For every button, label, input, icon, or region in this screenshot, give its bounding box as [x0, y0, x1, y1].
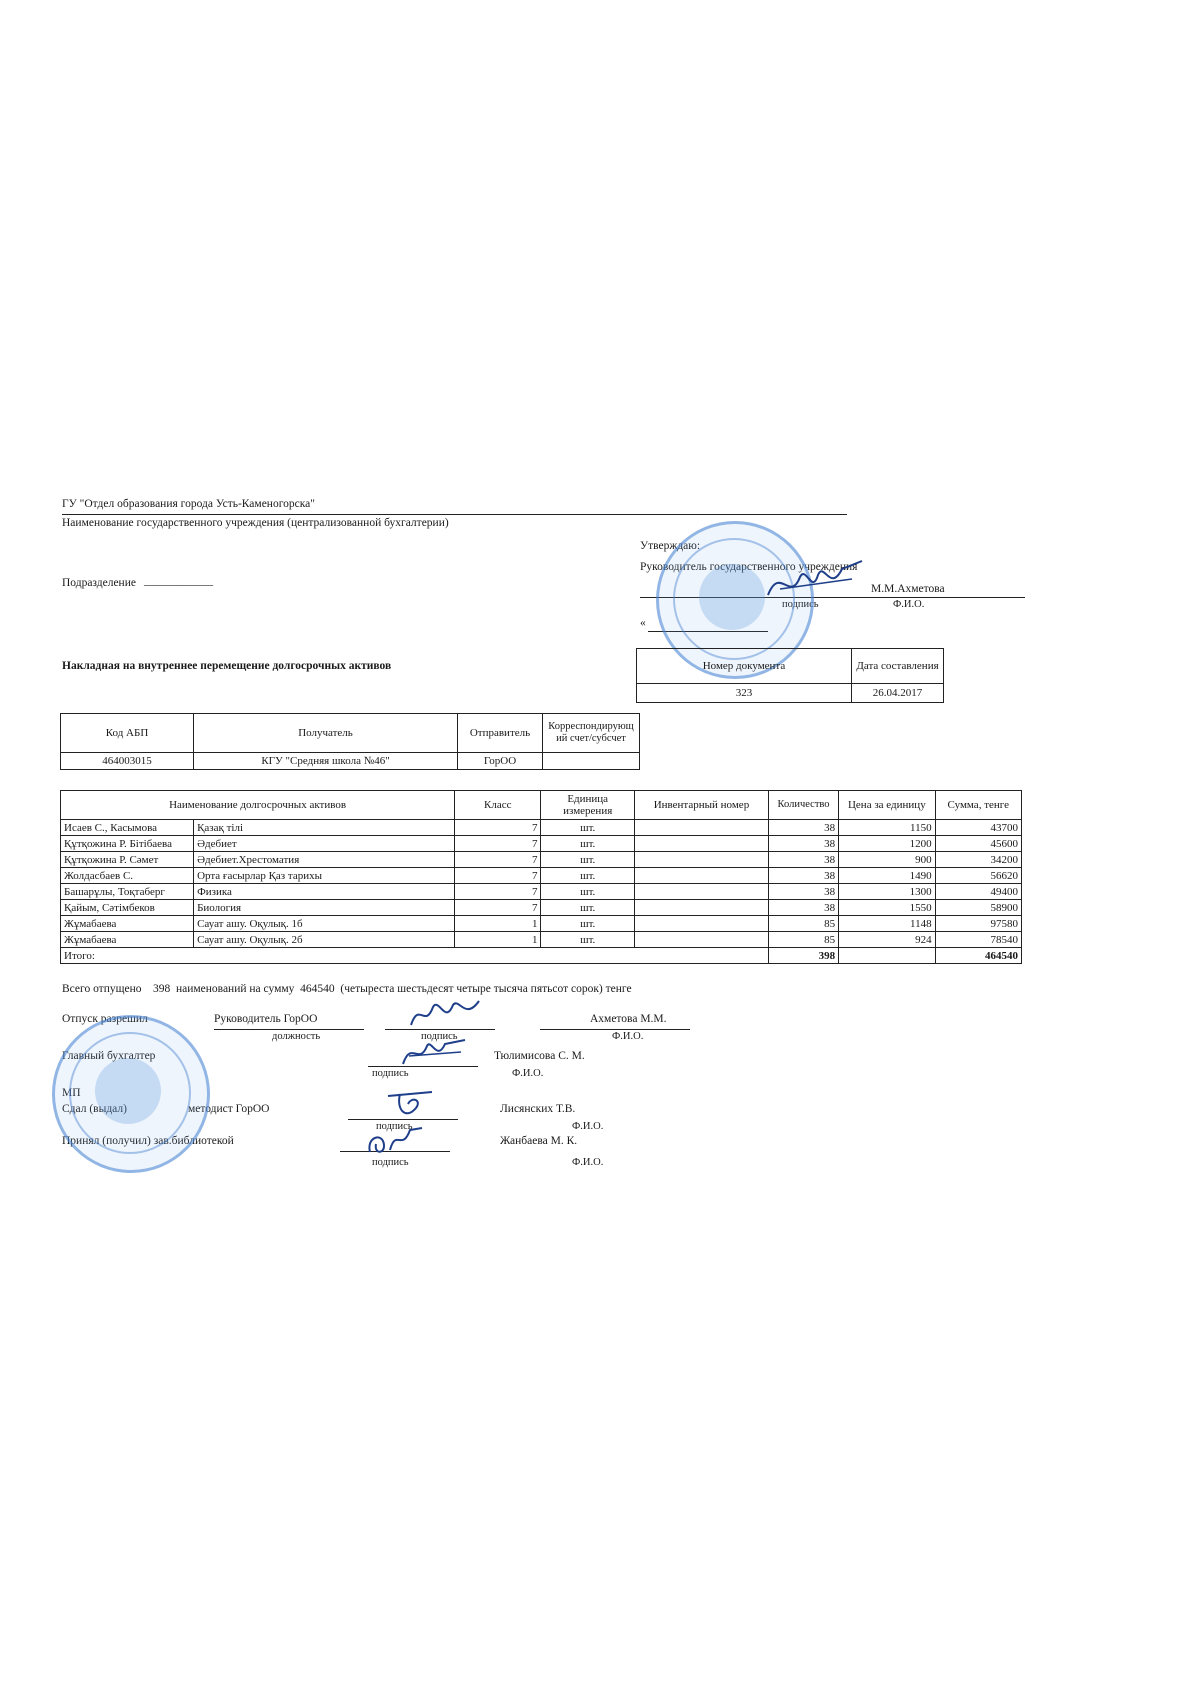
org-name: ГУ "Отдел образования города Усть-Каменогорска" [62, 498, 315, 510]
asset-inventory [634, 852, 768, 868]
asset-author: Құтқожина Р. Сәмет [61, 852, 194, 868]
issued-sign-caption: подпись [376, 1121, 413, 1132]
asset-class: 7 [455, 852, 541, 868]
received-name: Жанбаева М. К. [500, 1135, 578, 1147]
release-position-line [214, 1029, 364, 1030]
signature-received [362, 1122, 432, 1162]
release-fio-caption: Ф.И.О. [612, 1031, 644, 1042]
approve-label: Утверждаю: [640, 540, 701, 552]
asset-price: 1490 [839, 868, 936, 884]
asset-price: 924 [839, 932, 936, 948]
asset-unit: шт. [541, 900, 634, 916]
doc-number-table [636, 648, 944, 703]
asset-title: Физика [194, 884, 455, 900]
assets-price-header: Цена за единицу [839, 791, 936, 820]
asset-unit: шт. [541, 836, 634, 852]
assets-class-header: Класс [455, 791, 541, 820]
received-label: Принял (получил) зав.библиотекой [62, 1135, 234, 1147]
issued-fio-caption: Ф.И.О. [572, 1121, 604, 1132]
accountant-label: Главный бухгалтер [62, 1050, 156, 1062]
asset-title: Биология [194, 900, 455, 916]
abp-recipient-header: Получатель [194, 714, 458, 753]
asset-author: Құтқожина Р. Бітібаева [61, 836, 194, 852]
doc-date-header: Дата составления [852, 649, 944, 684]
asset-sum: 97580 [935, 916, 1021, 932]
release-sign-caption: подпись [421, 1031, 458, 1042]
asset-qty: 85 [769, 916, 839, 932]
asset-inventory [634, 900, 768, 916]
asset-qty: 38 [769, 900, 839, 916]
accountant-sign-caption: подпись [372, 1068, 409, 1079]
issued-name: Лисянских Т.В. [500, 1103, 576, 1115]
org-underline [62, 514, 847, 515]
asset-class: 7 [455, 868, 541, 884]
asset-row [61, 932, 1022, 948]
asset-qty: 85 [769, 932, 839, 948]
assets-table [60, 790, 1022, 964]
official-stamp-bottom [52, 1015, 210, 1173]
abp-account [543, 753, 640, 770]
asset-qty: 38 [769, 852, 839, 868]
assets-sum-header: Сумма, тенге [935, 791, 1021, 820]
abp-account-header: Корреспондирующий счет/субсчет [543, 714, 640, 753]
asset-price: 1550 [839, 900, 936, 916]
approve-head-title: Руководитель государственного учреждения [640, 561, 858, 573]
asset-class: 7 [455, 884, 541, 900]
asset-price: 1200 [839, 836, 936, 852]
asset-row [61, 852, 1022, 868]
asset-qty: 38 [769, 884, 839, 900]
doc-number: 323 [637, 684, 852, 703]
asset-title: Орта ғасырлар Қаз тарихы [194, 868, 455, 884]
assets-unit-header: Единица измерения [541, 791, 634, 820]
release-name-line [540, 1029, 690, 1030]
release-position-caption: должность [272, 1031, 321, 1042]
asset-sum: 56620 [935, 868, 1021, 884]
asset-class: 7 [455, 820, 541, 836]
asset-row [61, 884, 1022, 900]
signature-accountant [395, 1032, 475, 1072]
signature-approver [760, 555, 870, 615]
received-fio-caption: Ф.И.О. [572, 1157, 604, 1168]
assets-total-price [839, 948, 936, 964]
abp-code-header: Код АБП [61, 714, 194, 753]
received-sign-caption: подпись [372, 1157, 409, 1168]
assets-qty-header: Количество [769, 791, 839, 820]
asset-sum: 49400 [935, 884, 1021, 900]
asset-inventory [634, 820, 768, 836]
issued-position: методист ГорОО [188, 1103, 270, 1115]
asset-sum: 58900 [935, 900, 1021, 916]
asset-unit: шт. [541, 852, 634, 868]
assets-inventory-header: Инвентарный номер [634, 791, 768, 820]
asset-inventory [634, 916, 768, 932]
signature-release [405, 995, 485, 1035]
issued-label: Сдал (выдал) [62, 1103, 127, 1115]
asset-title: Сауат ашу. Оқулық. 2б [194, 932, 455, 948]
asset-sum: 43700 [935, 820, 1021, 836]
asset-class: 1 [455, 916, 541, 932]
asset-unit: шт. [541, 916, 634, 932]
mp-label: МП [62, 1087, 81, 1099]
asset-author: Жолдасбаев С. [61, 868, 194, 884]
asset-qty: 38 [769, 820, 839, 836]
doc-date: 26.04.2017 [852, 684, 944, 703]
asset-title: Қазақ тілі [194, 820, 455, 836]
accountant-fio-caption: Ф.И.О. [512, 1068, 544, 1079]
asset-inventory [634, 868, 768, 884]
asset-author: Қайым, Сәтімбеков [61, 900, 194, 916]
asset-title: Әдебиет.Хрестоматия [194, 852, 455, 868]
approve-date-quote: « [640, 617, 646, 629]
assets-total-label: Итого: [61, 948, 769, 964]
summary-line: Всего отпущено 398 наименований на сумму 464540 (четыреста шестьдесят четыре тысяча пятьсот сорок) тенге [62, 983, 632, 995]
asset-author: Жұмабаева [61, 932, 194, 948]
asset-price: 1300 [839, 884, 936, 900]
assets-total-sum: 464540 [935, 948, 1021, 964]
asset-sum: 78540 [935, 932, 1021, 948]
asset-unit: шт. [541, 932, 634, 948]
asset-row [61, 900, 1022, 916]
asset-price: 900 [839, 852, 936, 868]
asset-unit: шт. [541, 868, 634, 884]
accountant-name: Тюлимисова С. М. [494, 1050, 585, 1062]
assets-name-header: Наименование долгосрочных активов [61, 791, 455, 820]
abp-code: 464003015 [61, 753, 194, 770]
asset-row [61, 916, 1022, 932]
abp-sender: ГорОО [458, 753, 543, 770]
release-name: Ахметова М.М. [590, 1013, 667, 1025]
asset-class: 1 [455, 932, 541, 948]
asset-inventory [634, 836, 768, 852]
asset-price: 1150 [839, 820, 936, 836]
asset-row [61, 868, 1022, 884]
asset-title: Әдебиет [194, 836, 455, 852]
approve-name: М.М.Ахметова [871, 583, 945, 595]
signature-issued [382, 1086, 442, 1126]
assets-total-qty: 398 [769, 948, 839, 964]
abp-sender-header: Отправитель [458, 714, 543, 753]
approve-fio-caption: Ф.И.О. [893, 599, 925, 610]
asset-row [61, 836, 1022, 852]
asset-author: Жұмабаева [61, 916, 194, 932]
doc-number-header: Номер документа [637, 649, 852, 684]
asset-sum: 34200 [935, 852, 1021, 868]
asset-qty: 38 [769, 868, 839, 884]
asset-unit: шт. [541, 884, 634, 900]
release-position: Руководитель ГорОО [214, 1013, 318, 1025]
subdivision-value: ____________ [144, 575, 213, 587]
approve-sign-caption: подпись [782, 599, 819, 610]
abp-table [60, 713, 640, 770]
asset-sum: 45600 [935, 836, 1021, 852]
asset-inventory [634, 884, 768, 900]
asset-class: 7 [455, 900, 541, 916]
asset-author: Исаев С., Касымова [61, 820, 194, 836]
asset-author: Башарұлы, Тоқтаберг [61, 884, 194, 900]
subdivision-label: Подразделение [62, 577, 136, 589]
asset-class: 7 [455, 836, 541, 852]
asset-title: Сауат ашу. Оқулық. 1б [194, 916, 455, 932]
abp-recipient: КГУ "Средняя школа №46" [194, 753, 458, 770]
asset-inventory [634, 932, 768, 948]
asset-row [61, 820, 1022, 836]
asset-qty: 38 [769, 836, 839, 852]
asset-price: 1148 [839, 916, 936, 932]
doc-title: Накладная на внутреннее перемещение долгосрочных активов [62, 660, 392, 672]
release-label: Отпуск разрешил [62, 1013, 148, 1025]
org-caption: Наименование государственного учреждения (централизованной бухгалтерии) [62, 517, 449, 529]
asset-unit: шт. [541, 820, 634, 836]
